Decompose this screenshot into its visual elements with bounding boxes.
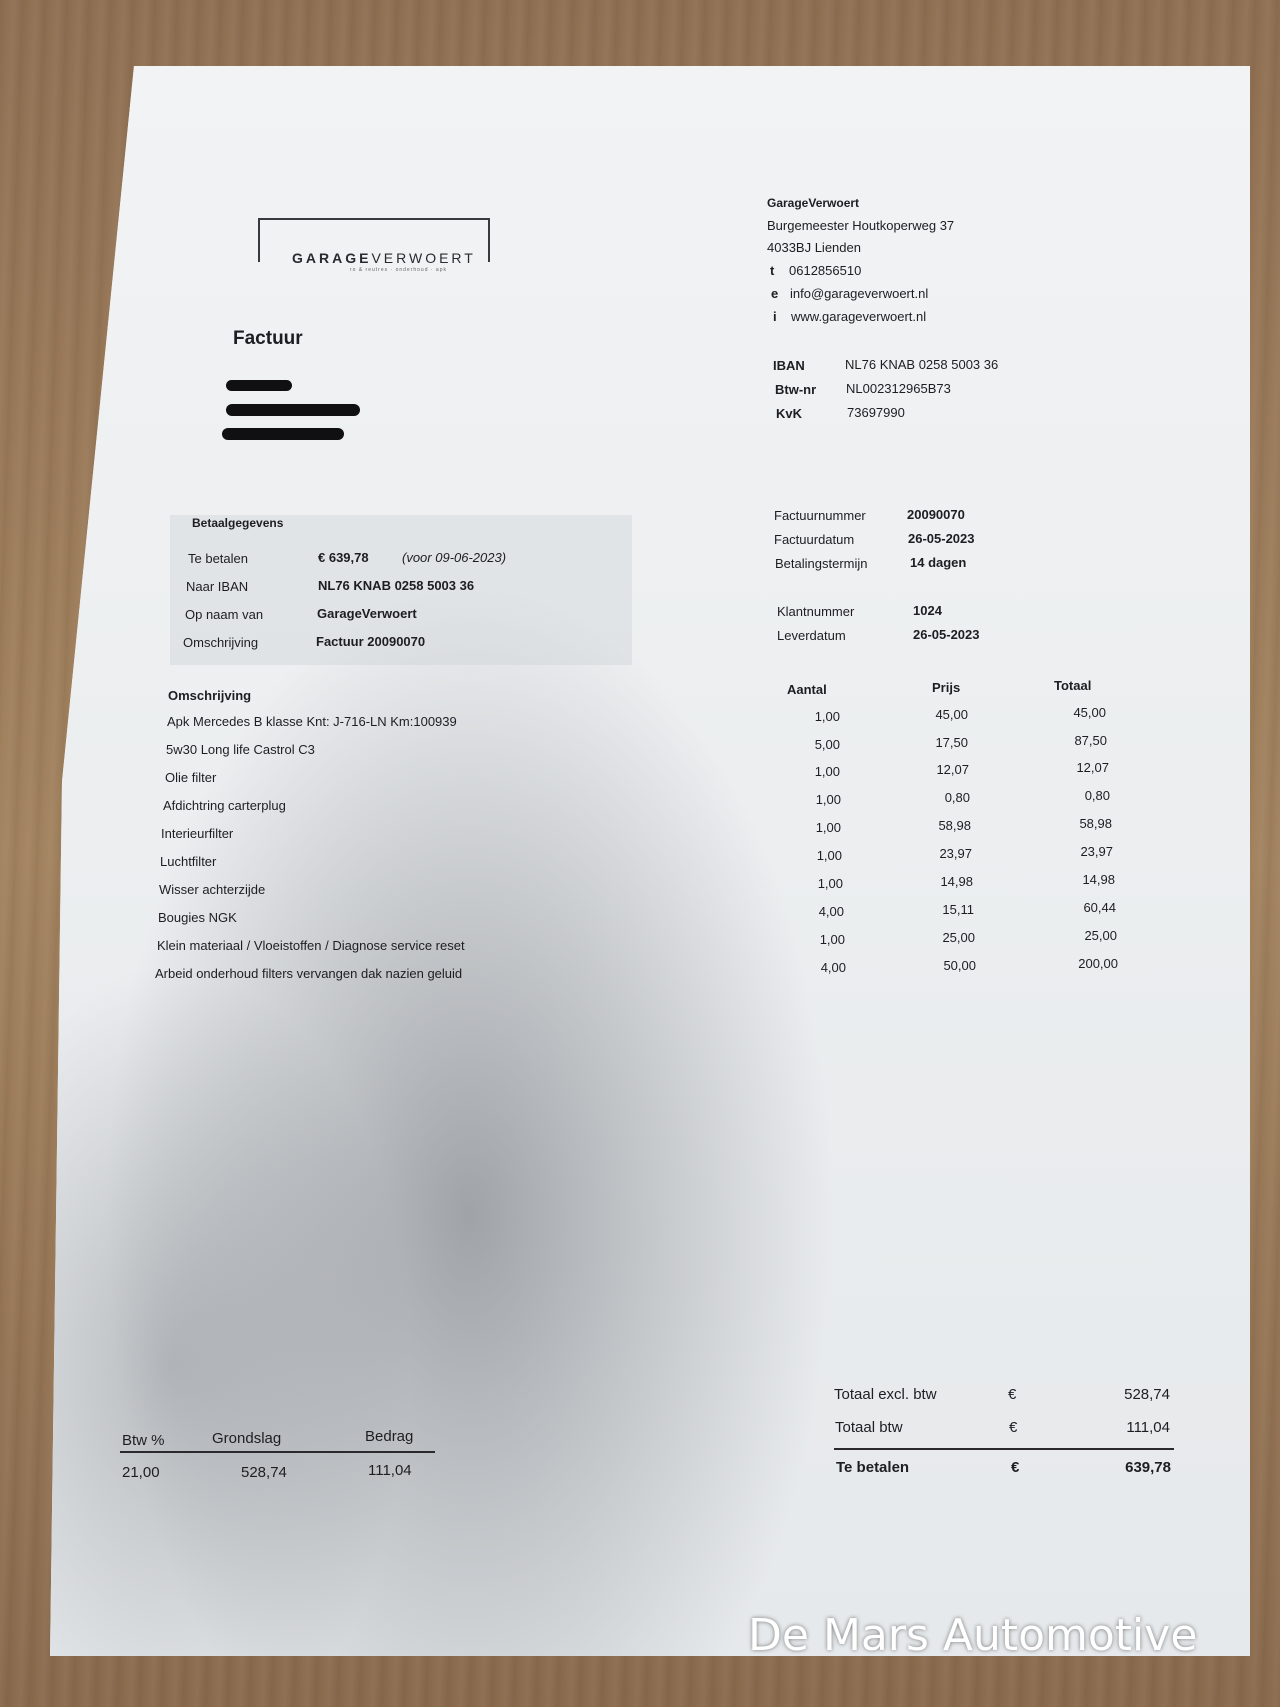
kvk-label: KvK [776, 406, 803, 421]
meta-label: Factuurnummer [774, 508, 866, 523]
item-total: 0,80 [1084, 788, 1110, 803]
company-logo: GARAGEVERWOERT [292, 250, 476, 266]
grand-total-label: Te betalen [836, 1459, 910, 1476]
watermark-text: De Mars Automotive [748, 1610, 1198, 1661]
header-quantity: Aantal [787, 682, 827, 697]
item-description: Klein materiaal / Vloeistoffen / Diagnose service reset [157, 938, 465, 953]
item-total: 14,98 [1082, 872, 1115, 887]
payment-term: 14 dagen [910, 555, 967, 570]
iban-label: IBAN [773, 358, 805, 373]
vat-base: 528,74 [241, 1464, 287, 1481]
item-price: 45,00 [935, 707, 968, 722]
total-vat: 111,04 [1126, 1419, 1170, 1436]
web-icon: i [773, 309, 777, 324]
item-description: Luchtfilter [160, 854, 217, 869]
header-total: Totaal [1054, 678, 1092, 693]
meta-label: Klantnummer [777, 604, 855, 619]
invoice-date: 26-05-2023 [908, 531, 975, 546]
item-total: 45,00 [1073, 705, 1106, 720]
item-price: 12,07 [936, 762, 969, 777]
item-total: 12,07 [1076, 760, 1109, 775]
phone-icon: t [770, 263, 775, 278]
item-description: Bougies NGK [158, 910, 237, 925]
grand-total: 639,78 [1125, 1459, 1171, 1476]
item-price: 50,00 [943, 958, 976, 973]
item-total: 87,50 [1074, 733, 1107, 748]
redacted-street [226, 404, 360, 416]
item-price: 15,11 [942, 902, 974, 917]
payment-label: Omschrijving [183, 635, 259, 650]
company-website: www.garageverwoert.nl [791, 309, 927, 324]
company-name: GarageVerwoert [767, 196, 860, 210]
item-quantity: 1,00 [816, 848, 842, 863]
redacted-name [226, 380, 292, 391]
payment-iban: NL76 KNAB 0258 5003 36 [318, 578, 475, 593]
item-price: 0,80 [944, 790, 970, 805]
item-quantity: 1,00 [815, 820, 841, 835]
payment-reference: Factuur 20090070 [316, 634, 426, 649]
item-total: 25,00 [1084, 928, 1117, 943]
vat-divider [120, 1451, 435, 1453]
item-quantity: 1,00 [819, 932, 845, 947]
totals-divider [834, 1448, 1174, 1450]
logo-tagline: ro & reutres · onderhoud · apk [350, 267, 447, 273]
company-city: 4033BJ Lienden [767, 240, 861, 255]
item-description: Interieurfilter [161, 826, 234, 841]
total-excl-vat: 528,74 [1124, 1386, 1170, 1403]
currency-symbol: € [1008, 1386, 1017, 1403]
item-quantity: 4,00 [820, 960, 846, 975]
meta-label: Factuurdatum [774, 532, 855, 547]
item-total: 23,97 [1080, 844, 1113, 859]
payment-due-note: (voor 09-06-2023) [402, 550, 507, 565]
customer-number: 1024 [913, 603, 942, 618]
item-quantity: 1,00 [817, 876, 843, 891]
payment-label: Op naam van [185, 607, 264, 622]
vat-amount: 111,04 [368, 1462, 412, 1479]
email-icon: e [771, 286, 779, 301]
item-description: Apk Mercedes B klasse Knt: J-716-LN Km:100939 [167, 714, 457, 729]
total-vat-label: Totaal btw [835, 1419, 903, 1436]
payment-heading: Betaalgegevens [192, 516, 284, 530]
item-quantity: 1,00 [815, 792, 841, 807]
document-title: Factuur [233, 328, 303, 349]
company-street: Burgemeester Houtkoperweg 37 [767, 218, 955, 233]
vat-header-amount: Bedrag [365, 1428, 414, 1445]
company-email: info@garageverwoert.nl [790, 286, 929, 301]
vat-header-base: Grondslag [212, 1430, 282, 1447]
item-description: Olie filter [165, 770, 217, 785]
meta-label: Betalingstermijn [775, 556, 868, 571]
vat-pct: 21,00 [122, 1464, 160, 1481]
payment-amount: € 639,78 [318, 550, 369, 565]
payment-recipient: GarageVerwoert [317, 606, 417, 621]
currency-symbol: € [1009, 1419, 1018, 1436]
item-quantity: 1,00 [814, 764, 840, 779]
item-description: Arbeid onderhoud filters vervangen dak nazien geluid [155, 966, 463, 981]
header-price: Prijs [932, 680, 961, 695]
company-iban: NL76 KNAB 0258 5003 36 [845, 357, 999, 372]
item-price: 25,00 [942, 930, 975, 945]
item-total: 60,44 [1083, 900, 1116, 915]
currency-symbol: € [1011, 1459, 1020, 1476]
item-price: 17,50 [935, 735, 968, 750]
header-description: Omschrijving [168, 688, 252, 703]
btw-label: Btw-nr [775, 382, 817, 397]
item-quantity: 4,00 [818, 904, 844, 919]
item-total: 200,00 [1078, 956, 1118, 971]
item-quantity: 1,00 [814, 709, 840, 724]
item-price: 58,98 [938, 818, 971, 833]
company-btw: NL002312965B73 [846, 381, 951, 396]
item-description: 5w30 Long life Castrol C3 [166, 742, 315, 757]
redacted-city [222, 428, 344, 440]
delivery-date: 26-05-2023 [913, 627, 980, 642]
total-excl-label: Totaal excl. btw [834, 1386, 937, 1403]
item-price: 23,97 [939, 846, 972, 861]
payment-label: Te betalen [188, 551, 248, 566]
company-phone: 0612856510 [789, 263, 862, 278]
invoice-paper [50, 66, 1250, 1656]
meta-label: Leverdatum [777, 628, 846, 643]
payment-label: Naar IBAN [186, 579, 249, 594]
item-description: Afdichtring carterplug [163, 798, 286, 813]
vat-header-pct: Btw % [122, 1432, 165, 1449]
invoice-number: 20090070 [907, 507, 965, 522]
item-price: 14,98 [940, 874, 973, 889]
item-quantity: 5,00 [814, 737, 840, 752]
company-kvk: 73697990 [847, 405, 905, 420]
item-description: Wisser achterzijde [159, 882, 266, 897]
item-total: 58,98 [1079, 816, 1112, 831]
